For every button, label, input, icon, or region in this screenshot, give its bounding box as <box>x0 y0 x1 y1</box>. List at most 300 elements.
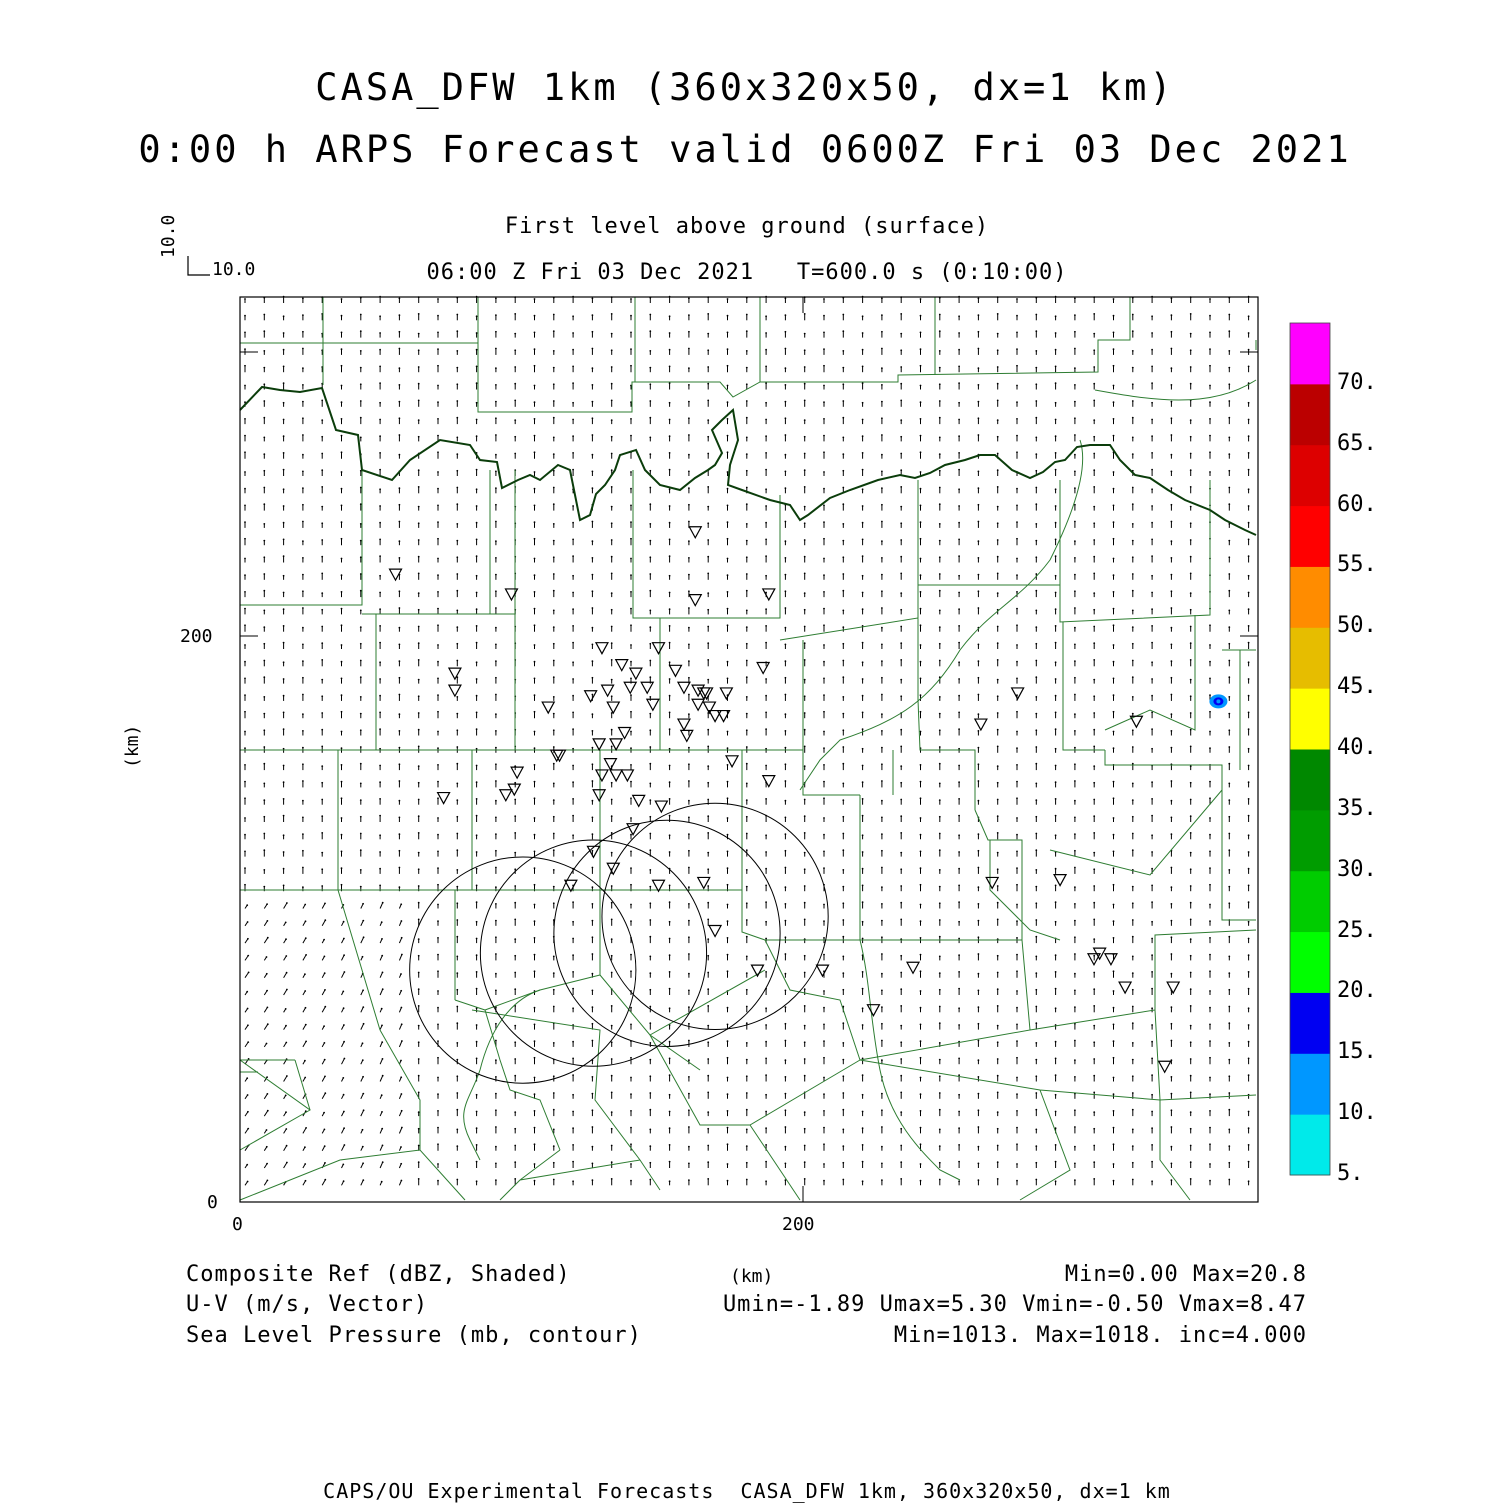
wind-vector-head <box>553 590 555 592</box>
wind-vector-head <box>900 522 902 524</box>
wind-vector-head <box>746 972 748 974</box>
wind-vector-head <box>842 573 844 575</box>
wind-vector-head <box>669 901 671 903</box>
wind-vector-head <box>630 488 632 490</box>
wind-vector-head <box>324 1059 326 1061</box>
wind-vector-head <box>785 780 787 782</box>
wind-vector-head <box>707 626 709 628</box>
wind-vector-head <box>997 799 999 801</box>
wind-vector-head <box>1171 504 1173 506</box>
wind-vector-head <box>495 487 497 489</box>
wind-vector-head <box>688 660 690 662</box>
wind-vector-head <box>978 1093 980 1095</box>
wind-vector-head <box>881 521 883 523</box>
wind-vector-head <box>746 330 748 332</box>
wind-vector-head <box>630 1057 632 1059</box>
wind-vector-head <box>1132 816 1134 818</box>
wind-vector-head <box>900 642 902 644</box>
wind-vector-head <box>630 1007 632 1009</box>
wind-vector-head <box>1151 349 1153 351</box>
wind-vector-head <box>842 729 844 731</box>
wind-vector-head <box>379 315 381 317</box>
wind-vector-head <box>343 1024 345 1026</box>
wind-vector-head <box>1151 332 1153 334</box>
wind-vector-head <box>900 333 902 335</box>
wind-vector-head <box>920 471 922 473</box>
wind-vector-head <box>263 746 265 748</box>
wind-vector-head <box>1016 1057 1018 1059</box>
wind-vector-head <box>823 817 825 819</box>
wind-vector-head <box>1093 1005 1095 1007</box>
wind-vector-head <box>247 1024 249 1026</box>
wind-vector-head <box>920 731 922 733</box>
wind-vector-head <box>862 332 864 334</box>
wind-vector-head <box>553 849 555 851</box>
wind-vector-head <box>418 815 420 817</box>
wind-vector-head <box>534 817 536 819</box>
wind-vector-head <box>804 573 806 575</box>
wind-vector-head <box>1016 867 1018 869</box>
wind-vector-head <box>649 556 651 558</box>
wind-vector-head <box>1248 625 1250 627</box>
wind-vector-head <box>495 454 497 456</box>
wind-vector-head <box>649 437 651 439</box>
wind-vector-head <box>958 1024 960 1026</box>
wind-vector-head <box>669 921 671 923</box>
wind-vector-head <box>1132 383 1134 385</box>
wind-vector-head <box>862 748 864 750</box>
wind-vector-head <box>746 503 748 505</box>
wind-vector-head <box>1171 1040 1173 1042</box>
wind-vector-head <box>1074 644 1076 646</box>
wind-vector-head <box>572 1074 574 1076</box>
wind-vector-head <box>649 610 651 612</box>
wind-vector-head <box>244 488 246 490</box>
wind-vector-head <box>978 314 980 316</box>
wind-vector-head <box>746 783 748 785</box>
wind-vector-head <box>1035 676 1037 678</box>
wind-vector-head <box>1093 679 1095 681</box>
wind-vector-head <box>611 815 613 817</box>
wind-vector-head <box>842 556 844 558</box>
wind-vector-head <box>321 659 323 661</box>
wind-vector-head <box>1248 798 1250 800</box>
wind-vector-head <box>1113 1057 1115 1059</box>
wind-vector-head <box>341 298 343 300</box>
wind-vector-head <box>881 747 883 749</box>
wind-vector-head <box>649 470 651 472</box>
wind-vector-head <box>456 487 458 489</box>
wind-vector-head <box>785 953 787 955</box>
wind-vector-head <box>978 384 980 386</box>
wind-vector-head <box>1132 919 1134 921</box>
wind-vector-head <box>553 573 555 575</box>
wind-vector-head <box>939 989 941 991</box>
wind-vector-head <box>900 815 902 817</box>
wind-vector-head <box>1190 988 1192 990</box>
wind-vector-head <box>418 609 420 611</box>
wind-vector-head <box>495 713 497 715</box>
wind-vector-head <box>437 764 439 766</box>
wind-vector-head <box>765 555 767 557</box>
wind-vector-head <box>765 402 767 404</box>
wind-vector-head <box>707 1092 709 1094</box>
wind-vector-head <box>611 626 613 628</box>
wind-vector-head <box>1209 1093 1211 1095</box>
wind-vector-head <box>978 521 980 523</box>
wind-vector-head <box>418 885 420 887</box>
wind-vector-head <box>900 765 902 767</box>
wind-vector-head <box>669 1007 671 1009</box>
wind-vector-head <box>804 746 806 748</box>
wind-vector-head <box>1151 712 1153 714</box>
wind-vector-head <box>534 332 536 334</box>
wind-vector-head <box>785 1093 787 1095</box>
wind-vector-head <box>688 800 690 802</box>
wind-vector-head <box>688 384 690 386</box>
wind-vector-head <box>1190 955 1192 957</box>
wind-vector-head <box>1190 972 1192 974</box>
wind-vector-head <box>611 383 613 385</box>
wind-vector-head <box>1171 953 1173 955</box>
wind-vector-head <box>688 780 690 782</box>
wind-vector-head <box>1113 904 1115 906</box>
wind-vector-head <box>611 782 613 784</box>
wind-vector-head <box>727 401 729 403</box>
wind-vector-head <box>592 521 594 523</box>
wind-vector-head <box>553 833 555 835</box>
wind-vector-head <box>360 573 362 575</box>
wind-vector-head <box>881 800 883 802</box>
wind-vector-head <box>765 728 767 730</box>
wind-vector-head <box>649 799 651 801</box>
wind-vector-head <box>649 523 651 525</box>
wind-vector-head <box>765 1094 767 1096</box>
wind-vector-head <box>400 990 402 992</box>
wind-vector-head <box>862 522 864 524</box>
wind-vector-head <box>862 851 864 853</box>
wind-vector-head <box>823 764 825 766</box>
wind-vector-head <box>1055 522 1057 524</box>
wind-vector-head <box>360 437 362 439</box>
wind-vector-head <box>1093 815 1095 817</box>
wind-vector-head <box>823 418 825 420</box>
wind-vector-head <box>553 1006 555 1008</box>
wind-vector-head <box>456 314 458 316</box>
wind-vector-head <box>1055 971 1057 973</box>
wind-vector-head <box>572 505 574 507</box>
wind-vector-head <box>804 712 806 714</box>
wind-vector-head <box>344 971 346 973</box>
wind-vector-head <box>1093 626 1095 628</box>
wind-vector-head <box>476 834 478 836</box>
wind-vector-head <box>399 521 401 523</box>
wind-vector-head <box>611 573 613 575</box>
wind-vector-head <box>1035 400 1037 402</box>
wind-vector-head <box>592 454 594 456</box>
wind-vector-head <box>263 763 265 765</box>
wind-vector-head <box>881 677 883 679</box>
wind-vector-head <box>1035 573 1037 575</box>
wind-vector-head <box>1132 989 1134 991</box>
wind-vector-head <box>785 574 787 576</box>
wind-vector-head <box>707 919 709 921</box>
wind-vector-head <box>688 973 690 975</box>
wind-vector-head <box>399 314 401 316</box>
wind-vector-head <box>1132 610 1134 612</box>
wind-vector-head <box>997 1092 999 1094</box>
wind-vector-head <box>958 798 960 800</box>
wind-vector-head <box>804 609 806 611</box>
wind-vector-head <box>842 610 844 612</box>
wind-vector-head <box>997 955 999 957</box>
wind-vector-head <box>399 713 401 715</box>
wind-vector-head <box>437 538 439 540</box>
wind-vector-head <box>1228 833 1230 835</box>
wind-vector-head <box>1228 763 1230 765</box>
wind-vector-head <box>707 400 709 402</box>
wind-vector-head <box>630 970 632 972</box>
wind-vector-head <box>842 763 844 765</box>
wind-vector-head <box>611 419 613 421</box>
wind-vector-head <box>920 970 922 972</box>
plot-title: CASA_DFW 1km (360x320x50, dx=1 km) <box>0 66 1490 109</box>
wind-vector-head <box>553 676 555 678</box>
wind-vector-head <box>611 642 613 644</box>
wind-vector-head <box>321 746 323 748</box>
wind-vector-head <box>437 731 439 733</box>
wind-vector-head <box>592 867 594 869</box>
wind-vector-head <box>476 988 478 990</box>
wind-vector-head <box>592 800 594 802</box>
wind-vector-head <box>437 298 439 300</box>
wind-vector-head <box>244 435 246 437</box>
wind-vector-head <box>1035 590 1037 592</box>
wind-vector-head <box>514 419 516 421</box>
wind-vector-head <box>1016 538 1018 540</box>
wind-vector-head <box>302 521 304 523</box>
wind-vector-head <box>1248 901 1250 903</box>
wind-vector-head <box>1171 471 1173 473</box>
wind-vector-head <box>978 367 980 369</box>
wind-vector-head <box>1035 849 1037 851</box>
wind-vector-head <box>1113 678 1115 680</box>
wind-vector-head <box>785 557 787 559</box>
wind-vector-head <box>456 849 458 851</box>
wind-vector-head <box>476 505 478 507</box>
wind-vector-head <box>823 731 825 733</box>
wind-vector-head <box>283 885 285 887</box>
wind-vector-head <box>1228 453 1230 455</box>
wind-vector-head <box>437 781 439 783</box>
wind-vector-head <box>553 626 555 628</box>
wind-vector-head <box>341 608 343 610</box>
wind-vector-head <box>592 401 594 403</box>
wind-vector-head <box>823 471 825 473</box>
wind-vector-head <box>283 642 285 644</box>
wind-vector-head <box>1132 453 1134 455</box>
wind-vector-head <box>842 437 844 439</box>
wind-vector-head <box>476 781 478 783</box>
wind-vector-head <box>823 521 825 523</box>
wind-vector-head <box>1190 815 1192 817</box>
wind-vector-head <box>630 711 632 713</box>
wind-vector-head <box>823 1077 825 1079</box>
wind-vector-head <box>900 1075 902 1077</box>
wind-vector-head <box>247 1094 249 1096</box>
wind-vector-head <box>920 1024 922 1026</box>
wind-vector-head <box>437 521 439 523</box>
wind-vector-head <box>727 418 729 420</box>
wind-vector-head <box>1074 607 1076 609</box>
wind-vector-head <box>1171 574 1173 576</box>
wind-vector-head <box>958 349 960 351</box>
wind-vector-head <box>842 713 844 715</box>
wind-vector-head <box>1190 1092 1192 1094</box>
wind-vector-head <box>1171 540 1173 542</box>
wind-vector-head <box>842 367 844 369</box>
wind-vector-head <box>765 851 767 853</box>
wind-vector-head <box>920 694 922 696</box>
wind-vector-head <box>727 451 729 453</box>
wind-vector-head <box>1209 401 1211 403</box>
wind-vector-head <box>997 592 999 594</box>
wind-vector-head <box>958 885 960 887</box>
wind-vector-head <box>244 505 246 507</box>
wind-vector-head <box>341 678 343 680</box>
wind-vector-head <box>302 574 304 576</box>
wind-vector-head <box>727 332 729 334</box>
wind-vector-head <box>611 592 613 594</box>
wind-vector <box>264 938 268 943</box>
wind-vector-head <box>842 383 844 385</box>
wind-vector-head <box>920 781 922 783</box>
wind-vector-head <box>1190 659 1192 661</box>
wind-vector-head <box>360 590 362 592</box>
wind-vector-head <box>341 624 343 626</box>
wind-vector-head <box>341 365 343 367</box>
wind-vector-head <box>688 936 690 938</box>
wind-vector-head <box>343 938 345 940</box>
wind-vector-head <box>360 503 362 505</box>
wind-vector-head <box>1209 418 1211 420</box>
wind-vector-head <box>399 694 401 696</box>
wind-vector-head <box>1113 1077 1115 1079</box>
wind-vector-head <box>379 765 381 767</box>
wind-vector-head <box>379 575 381 577</box>
wind-vector-head <box>688 434 690 436</box>
wind-vector-head <box>881 348 883 350</box>
wind-vector-head <box>746 989 748 991</box>
wind-vector-head <box>862 661 864 663</box>
wind-vector-head <box>1132 886 1134 888</box>
wind-vector-head <box>534 904 536 906</box>
wind-vector-head <box>592 780 594 782</box>
wind-vector-head <box>1209 884 1211 886</box>
wind-vector-head <box>1113 797 1115 799</box>
wind-vector-head <box>804 506 806 508</box>
wind-vector-head <box>341 521 343 523</box>
wind-vector-head <box>958 1058 960 1060</box>
wind-vector-head <box>920 401 922 403</box>
wind-vector-head <box>399 627 401 629</box>
wind-vector-head <box>476 469 478 471</box>
wind-vector-head <box>1190 556 1192 558</box>
wind-vector-head <box>476 332 478 334</box>
wind-vector-head <box>611 349 613 351</box>
wind-vector-head <box>1228 1022 1230 1024</box>
wind-vector-head <box>746 746 748 748</box>
wind-vector-head <box>688 540 690 542</box>
wind-vector-head <box>978 747 980 749</box>
wind-vector-head <box>514 782 516 784</box>
wind-vector-head <box>862 505 864 507</box>
wind-vector-head <box>1074 920 1076 922</box>
wind-vector-head <box>746 849 748 851</box>
wind-vector-head <box>1016 488 1018 490</box>
wind-vector-head <box>862 868 864 870</box>
wind-vector-head <box>1190 642 1192 644</box>
wind-vector-head <box>534 867 536 869</box>
wind-vector-head <box>456 556 458 558</box>
wind-vector-head <box>997 972 999 974</box>
wind-vector-head <box>765 435 767 437</box>
wind-vector-head <box>997 1025 999 1027</box>
wind-vector-head <box>244 521 246 523</box>
wind-vector-head <box>379 625 381 627</box>
wind-vector-head <box>592 590 594 592</box>
wind-vector-head <box>495 990 497 992</box>
wind-vector-head <box>456 1042 458 1044</box>
wind-vector-head <box>283 728 285 730</box>
wind-vector-head <box>958 575 960 577</box>
wind-vector-head <box>321 695 323 697</box>
wind-vector-head <box>1132 660 1134 662</box>
wind-vector-head <box>437 471 439 473</box>
wind-vector-head <box>997 556 999 558</box>
wind-vector-head <box>263 783 265 785</box>
wind-vector-head <box>1132 314 1134 316</box>
wind-vector-head <box>1248 834 1250 836</box>
wind-vector-head <box>746 833 748 835</box>
wind-vector-head <box>1074 747 1076 749</box>
wind-vector-head <box>1074 471 1076 473</box>
wind-vector-head <box>1035 453 1037 455</box>
wind-vector-head <box>785 677 787 679</box>
wind-vector-head <box>900 902 902 904</box>
wind-vector-head <box>707 1058 709 1060</box>
wind-vector-head <box>707 539 709 541</box>
wind-vector-head <box>1074 953 1076 955</box>
wind-vector-head <box>572 1041 574 1043</box>
wind-vector-head <box>1209 435 1211 437</box>
wind-vector-head <box>842 919 844 921</box>
wind-vector-head <box>630 591 632 593</box>
wind-vector-head <box>360 350 362 352</box>
wind-vector-head <box>688 1093 690 1095</box>
wind-vector-head <box>476 522 478 524</box>
wind-vector-head <box>244 624 246 626</box>
wind-vector-head <box>437 711 439 713</box>
wind-vector-head <box>727 731 729 733</box>
wind-vector-head <box>881 817 883 819</box>
wind-vector-head <box>399 401 401 403</box>
wind-vector-head <box>823 451 825 453</box>
wind-vector-head <box>920 954 922 956</box>
wind-vector-head <box>1093 988 1095 990</box>
wind-vector-head <box>958 748 960 750</box>
wind-vector-head <box>534 521 536 523</box>
